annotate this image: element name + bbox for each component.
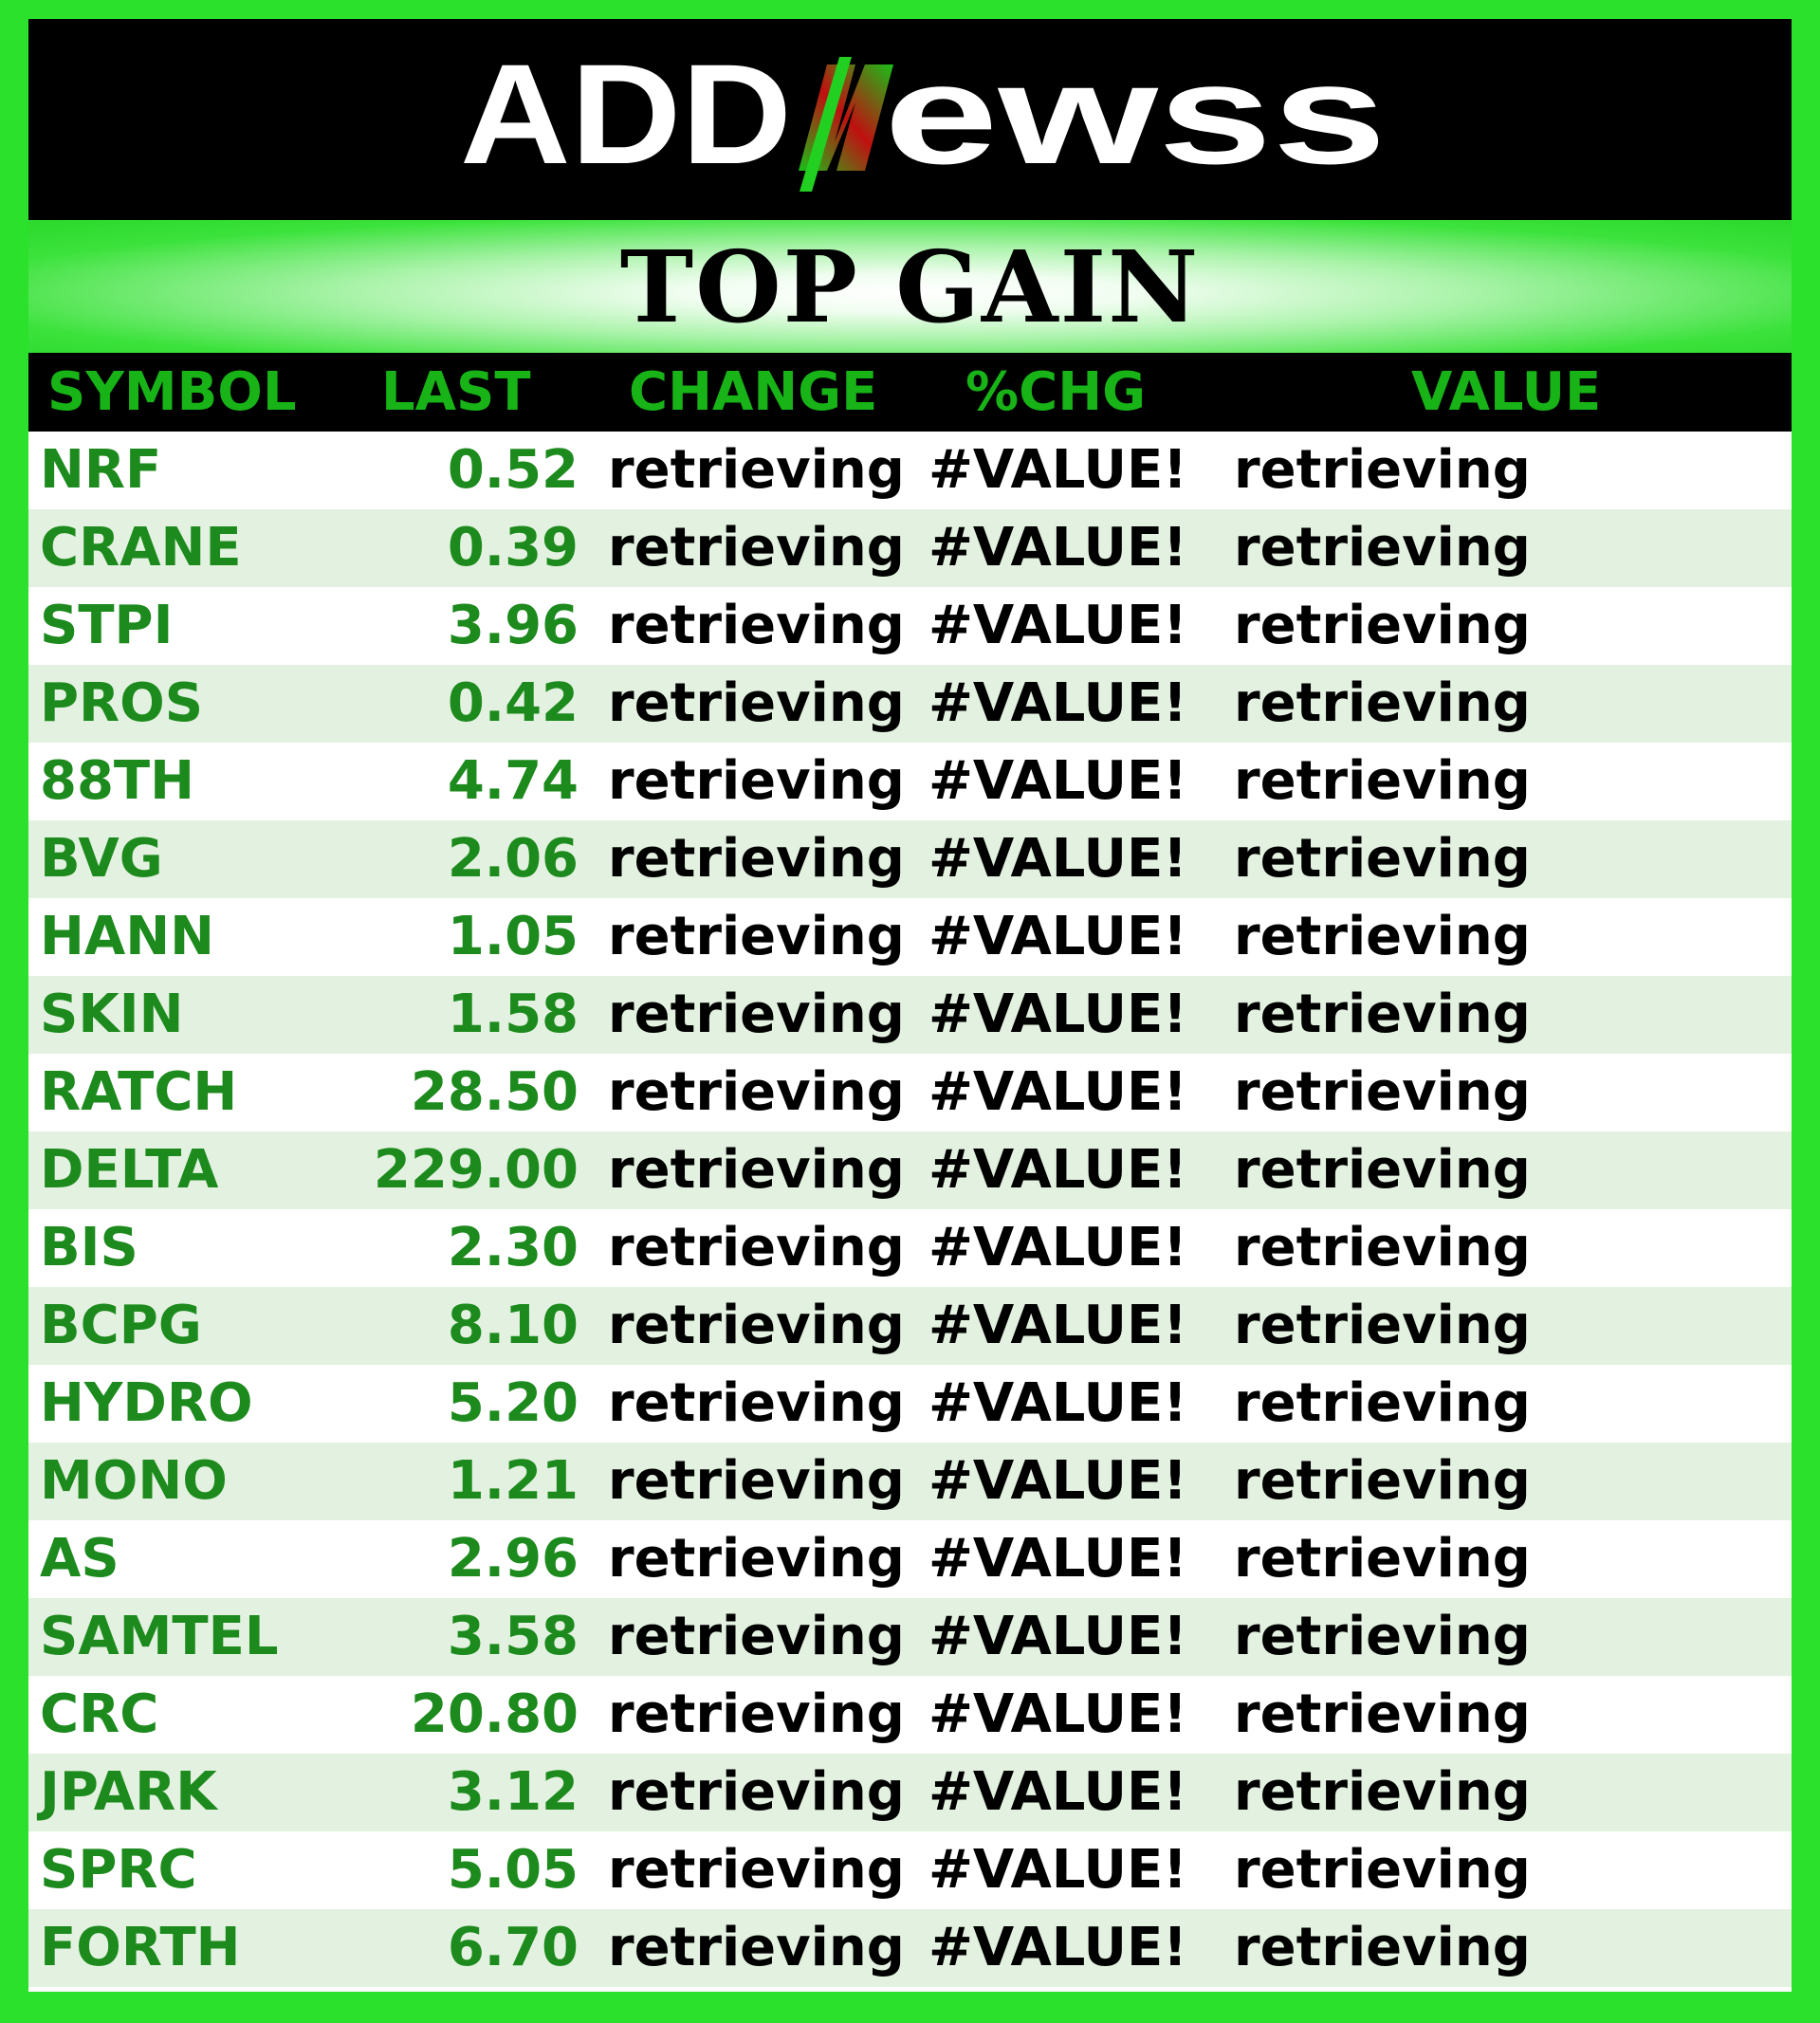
cell-last: 1.05 <box>447 906 579 967</box>
cell-pctchg: #VALUE! <box>928 1761 1187 1823</box>
cell-change: retrieving <box>608 439 905 501</box>
cell-change: retrieving <box>608 517 905 579</box>
cell-last: 28.50 <box>410 1061 579 1123</box>
cell-pctchg: #VALUE! <box>928 1917 1187 1978</box>
cell-value: retrieving <box>1234 1606 1531 1667</box>
table-row <box>28 1443 1792 1520</box>
cell-last: 0.42 <box>447 672 579 734</box>
cell-change: retrieving <box>608 828 905 890</box>
page-title: TOP GAIN <box>619 228 1201 345</box>
col-header-symbol: SYMBOL <box>47 361 297 423</box>
cell-change: retrieving <box>608 1839 905 1901</box>
table-row <box>28 1209 1792 1287</box>
cell-change: retrieving <box>608 595 905 656</box>
cell-symbol: BVG <box>40 828 163 890</box>
table-header <box>28 353 1792 432</box>
table-row <box>28 820 1792 898</box>
cell-change: retrieving <box>608 1761 905 1823</box>
cell-pctchg: #VALUE! <box>928 1683 1187 1745</box>
cell-last: 0.39 <box>447 517 579 579</box>
cell-symbol: HANN <box>40 906 214 967</box>
cell-symbol: 88TH <box>40 750 194 812</box>
cell-last: 3.96 <box>447 595 579 656</box>
cell-value: retrieving <box>1234 1761 1531 1823</box>
table-row <box>28 1365 1792 1443</box>
cell-last: 0.52 <box>447 439 579 501</box>
cell-change: retrieving <box>608 1683 905 1745</box>
cell-value: retrieving <box>1234 1295 1531 1356</box>
cell-last: 5.05 <box>447 1839 579 1901</box>
table-row <box>28 1598 1792 1676</box>
cell-last: 6.70 <box>447 1917 579 1978</box>
cell-change: retrieving <box>608 1917 905 1978</box>
col-header-last: LAST <box>381 361 531 423</box>
cell-last: 2.30 <box>447 1217 579 1278</box>
cell-symbol: BCPG <box>40 1295 202 1356</box>
cell-value: retrieving <box>1234 1061 1531 1123</box>
cell-value: retrieving <box>1234 1450 1531 1512</box>
cell-pctchg: #VALUE! <box>928 1295 1187 1356</box>
cell-last: 8.10 <box>447 1295 579 1356</box>
cell-change: retrieving <box>608 1061 905 1123</box>
table-row <box>28 432 1792 509</box>
cell-last: 2.06 <box>447 828 579 890</box>
cell-change: retrieving <box>608 1528 905 1590</box>
cell-pctchg: #VALUE! <box>928 1139 1187 1201</box>
table-row <box>28 509 1792 587</box>
cell-pctchg: #VALUE! <box>928 1606 1187 1667</box>
cell-value: retrieving <box>1234 1372 1531 1434</box>
cell-pctchg: #VALUE! <box>928 1372 1187 1434</box>
table-row <box>28 898 1792 976</box>
cell-value: retrieving <box>1234 1917 1531 1978</box>
cell-change: retrieving <box>608 1217 905 1278</box>
table-row <box>28 587 1792 665</box>
cell-symbol: CRANE <box>40 517 242 579</box>
cell-last: 1.21 <box>447 1450 579 1512</box>
table-row <box>28 743 1792 820</box>
cell-change: retrieving <box>608 906 905 967</box>
cell-symbol: CRC <box>40 1683 159 1745</box>
cell-pctchg: #VALUE! <box>928 1528 1187 1590</box>
cell-pctchg: #VALUE! <box>928 750 1187 812</box>
cell-symbol: FORTH <box>40 1917 241 1978</box>
table-row <box>28 976 1792 1054</box>
cell-symbol: SKIN <box>40 984 184 1045</box>
title-band <box>28 220 1792 353</box>
cell-change: retrieving <box>608 1295 905 1356</box>
cell-pctchg: #VALUE! <box>928 906 1187 967</box>
cell-symbol: BIS <box>40 1217 138 1278</box>
table-row <box>28 1287 1792 1365</box>
table-row <box>28 1831 1792 1909</box>
cell-symbol: JPARK <box>40 1761 217 1823</box>
cell-value: retrieving <box>1234 1528 1531 1590</box>
cell-change: retrieving <box>608 1372 905 1434</box>
cell-value: retrieving <box>1234 439 1531 501</box>
svg-text:ADD: ADD <box>460 34 792 193</box>
cell-value: retrieving <box>1234 1217 1531 1278</box>
cell-symbol: PROS <box>40 672 204 734</box>
col-header-value: VALUE <box>1411 361 1602 423</box>
cell-last: 20.80 <box>410 1683 579 1745</box>
cell-symbol: RATCH <box>40 1061 238 1123</box>
cell-last: 1.58 <box>447 984 579 1045</box>
addnewss-logo <box>28 19 1792 220</box>
cell-change: retrieving <box>608 750 905 812</box>
cell-symbol: NRF <box>40 439 162 501</box>
cell-pctchg: #VALUE! <box>928 672 1187 734</box>
cell-last: 229.00 <box>373 1139 579 1201</box>
cell-pctchg: #VALUE! <box>928 517 1187 579</box>
cell-value: retrieving <box>1234 906 1531 967</box>
cell-last: 4.74 <box>447 750 579 812</box>
cell-symbol: HYDRO <box>40 1372 253 1434</box>
cell-symbol: MONO <box>40 1450 228 1512</box>
table-panel <box>28 19 1792 1992</box>
cell-value: retrieving <box>1234 984 1531 1045</box>
col-header-pctchg: %CHG <box>965 361 1147 423</box>
cell-pctchg: #VALUE! <box>928 439 1187 501</box>
cell-change: retrieving <box>608 1606 905 1667</box>
cell-pctchg: #VALUE! <box>928 984 1187 1045</box>
cell-value: retrieving <box>1234 517 1531 579</box>
cell-symbol: DELTA <box>40 1139 219 1201</box>
cell-value: retrieving <box>1234 828 1531 890</box>
cell-symbol: SPRC <box>40 1839 197 1901</box>
table-row <box>28 1520 1792 1598</box>
cell-last: 3.12 <box>447 1761 579 1823</box>
table-row <box>28 1054 1792 1131</box>
cell-value: retrieving <box>1234 1683 1531 1745</box>
cell-symbol: STPI <box>40 595 174 656</box>
cell-pctchg: #VALUE! <box>928 1217 1187 1278</box>
cell-pctchg: #VALUE! <box>928 595 1187 656</box>
cell-pctchg: #VALUE! <box>928 1450 1187 1512</box>
cell-value: retrieving <box>1234 672 1531 734</box>
cell-pctchg: #VALUE! <box>928 1061 1187 1123</box>
cell-last: 2.96 <box>447 1528 579 1590</box>
table-row <box>28 1131 1792 1209</box>
cell-change: retrieving <box>608 1450 905 1512</box>
col-header-change: CHANGE <box>629 361 878 423</box>
cell-symbol: SAMTEL <box>40 1606 279 1667</box>
cell-symbol: AS <box>40 1528 119 1590</box>
logo-bar <box>28 19 1792 220</box>
cell-value: retrieving <box>1234 1139 1531 1201</box>
cell-value: retrieving <box>1234 595 1531 656</box>
table-row <box>28 665 1792 743</box>
svg-text:ewss: ewss <box>884 34 1387 193</box>
table-row <box>28 1676 1792 1754</box>
cell-value: retrieving <box>1234 750 1531 812</box>
table-row <box>28 1754 1792 1831</box>
cell-last: 5.20 <box>447 1372 579 1434</box>
table-row <box>28 1909 1792 1987</box>
cell-pctchg: #VALUE! <box>928 1839 1187 1901</box>
cell-value: retrieving <box>1234 1839 1531 1901</box>
cell-change: retrieving <box>608 1139 905 1201</box>
cell-change: retrieving <box>608 672 905 734</box>
cell-last: 3.58 <box>447 1606 579 1667</box>
cell-pctchg: #VALUE! <box>928 828 1187 890</box>
cell-change: retrieving <box>608 984 905 1045</box>
